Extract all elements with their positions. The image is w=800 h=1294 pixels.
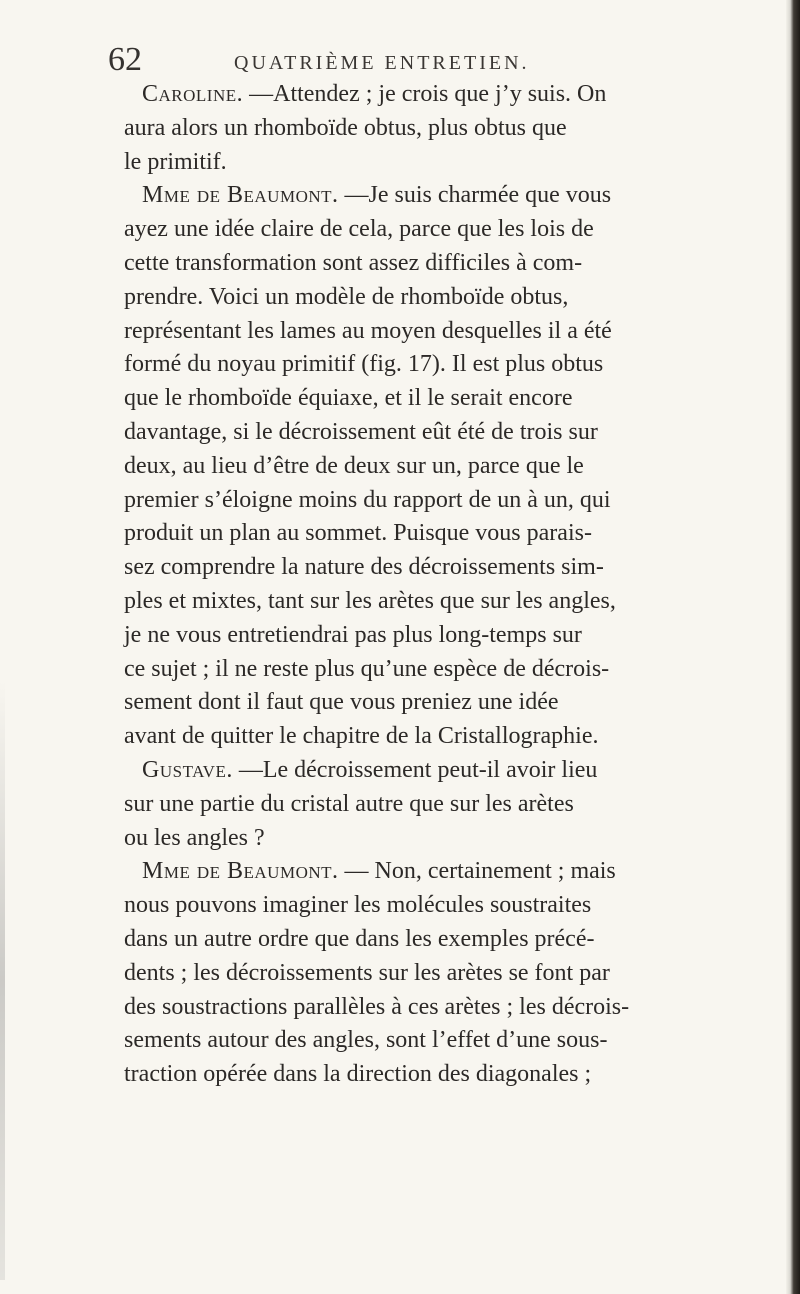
line-text: — Non, certainement ; mais [344, 858, 616, 885]
text-line: sement dont il faut que vous preniez une idée [124, 689, 559, 716]
text-line: traction opérée dans la direction des diagonales ; [124, 1061, 592, 1088]
text-line: prendre. Voici un modèle de rhomboïde obtus, [124, 283, 569, 310]
text-line: ples et mixtes, tant sur les arètes que sur les angles, [124, 587, 616, 614]
text-line: sur une partie du cristal autre que sur les arètes [124, 790, 574, 817]
speaker-name: Mme de Beaumont. [142, 858, 339, 885]
paragraph-gustave [124, 754, 766, 855]
text-line: ce sujet ; il ne reste plus qu’une espèce de décrois- [124, 655, 610, 682]
text-line: ayez une idée claire de cela, parce que les lois de [124, 216, 594, 243]
text-line: produit un plan au sommet. Puisque vous parais- [124, 520, 592, 547]
text-line: dents ; les décroissements sur les arètes se font par [124, 959, 610, 986]
paragraph-caroline [124, 78, 766, 179]
paragraph-beaumont-1 [124, 179, 766, 754]
text-line: deux, au lieu d’être de deux sur un, parce que le [124, 452, 584, 479]
text-line: le primitif. [124, 148, 227, 175]
text-line: formé du noyau primitif (fig. 17). Il est plus obtus [124, 351, 604, 378]
line-text: —Le décroissement peut-il avoir lieu [238, 756, 598, 783]
text-line [124, 78, 766, 112]
text-line: sements autour des angles, sont l’effet d’une sous- [124, 1027, 608, 1054]
line-text: —Attendez ; je crois que j’y suis. On [249, 81, 607, 107]
page-edge-shadow-left [0, 680, 5, 1280]
text-line: représentant les lames au moyen desquelles il a été [124, 317, 612, 344]
page-header [0, 0, 800, 80]
text-line: aura alors un rhomboïde obtus, plus obtus que [124, 114, 567, 141]
text-line [124, 754, 766, 788]
paragraph-beaumont-2 [124, 855, 766, 1092]
text-line: ou les angles ? [124, 824, 265, 851]
text-line: des soustractions parallèles à ces arètes ; les décrois- [124, 993, 630, 1020]
page-number: 62 [108, 41, 142, 78]
text-line: nous pouvons imaginer les molécules soustraites [124, 892, 592, 919]
page-edge-shadow-right [786, 0, 800, 1294]
text-line: premier s’éloigne moins du rapport de un à un, qui [124, 486, 611, 513]
text-line: cette transformation sont assez difficiles à com- [124, 249, 583, 276]
text-line: avant de quitter le chapitre de la Cristallographie. [124, 723, 599, 750]
dialogue-text [124, 78, 766, 1092]
running-title: QUATRIÈME ENTRETIEN. [234, 52, 530, 74]
speaker-name: Mme de Beaumont. [142, 182, 339, 209]
text-line: sez comprendre la nature des décroissements sim- [124, 554, 604, 581]
text-line [124, 855, 766, 889]
line-text: —Je suis charmée que vous [344, 182, 612, 209]
text-line [124, 179, 766, 213]
speaker-name: Caroline. [142, 81, 244, 107]
text-line: davantage, si le décroissement eût été de trois sur [124, 418, 598, 445]
text-line: que le rhomboïde équiaxe, et il le serait encore [124, 385, 573, 412]
speaker-name: Gustave. [142, 756, 233, 783]
text-line: dans un autre ordre que dans les exemples précé- [124, 925, 595, 952]
text-line: je ne vous entretiendrai pas plus long-temps sur [124, 621, 582, 648]
